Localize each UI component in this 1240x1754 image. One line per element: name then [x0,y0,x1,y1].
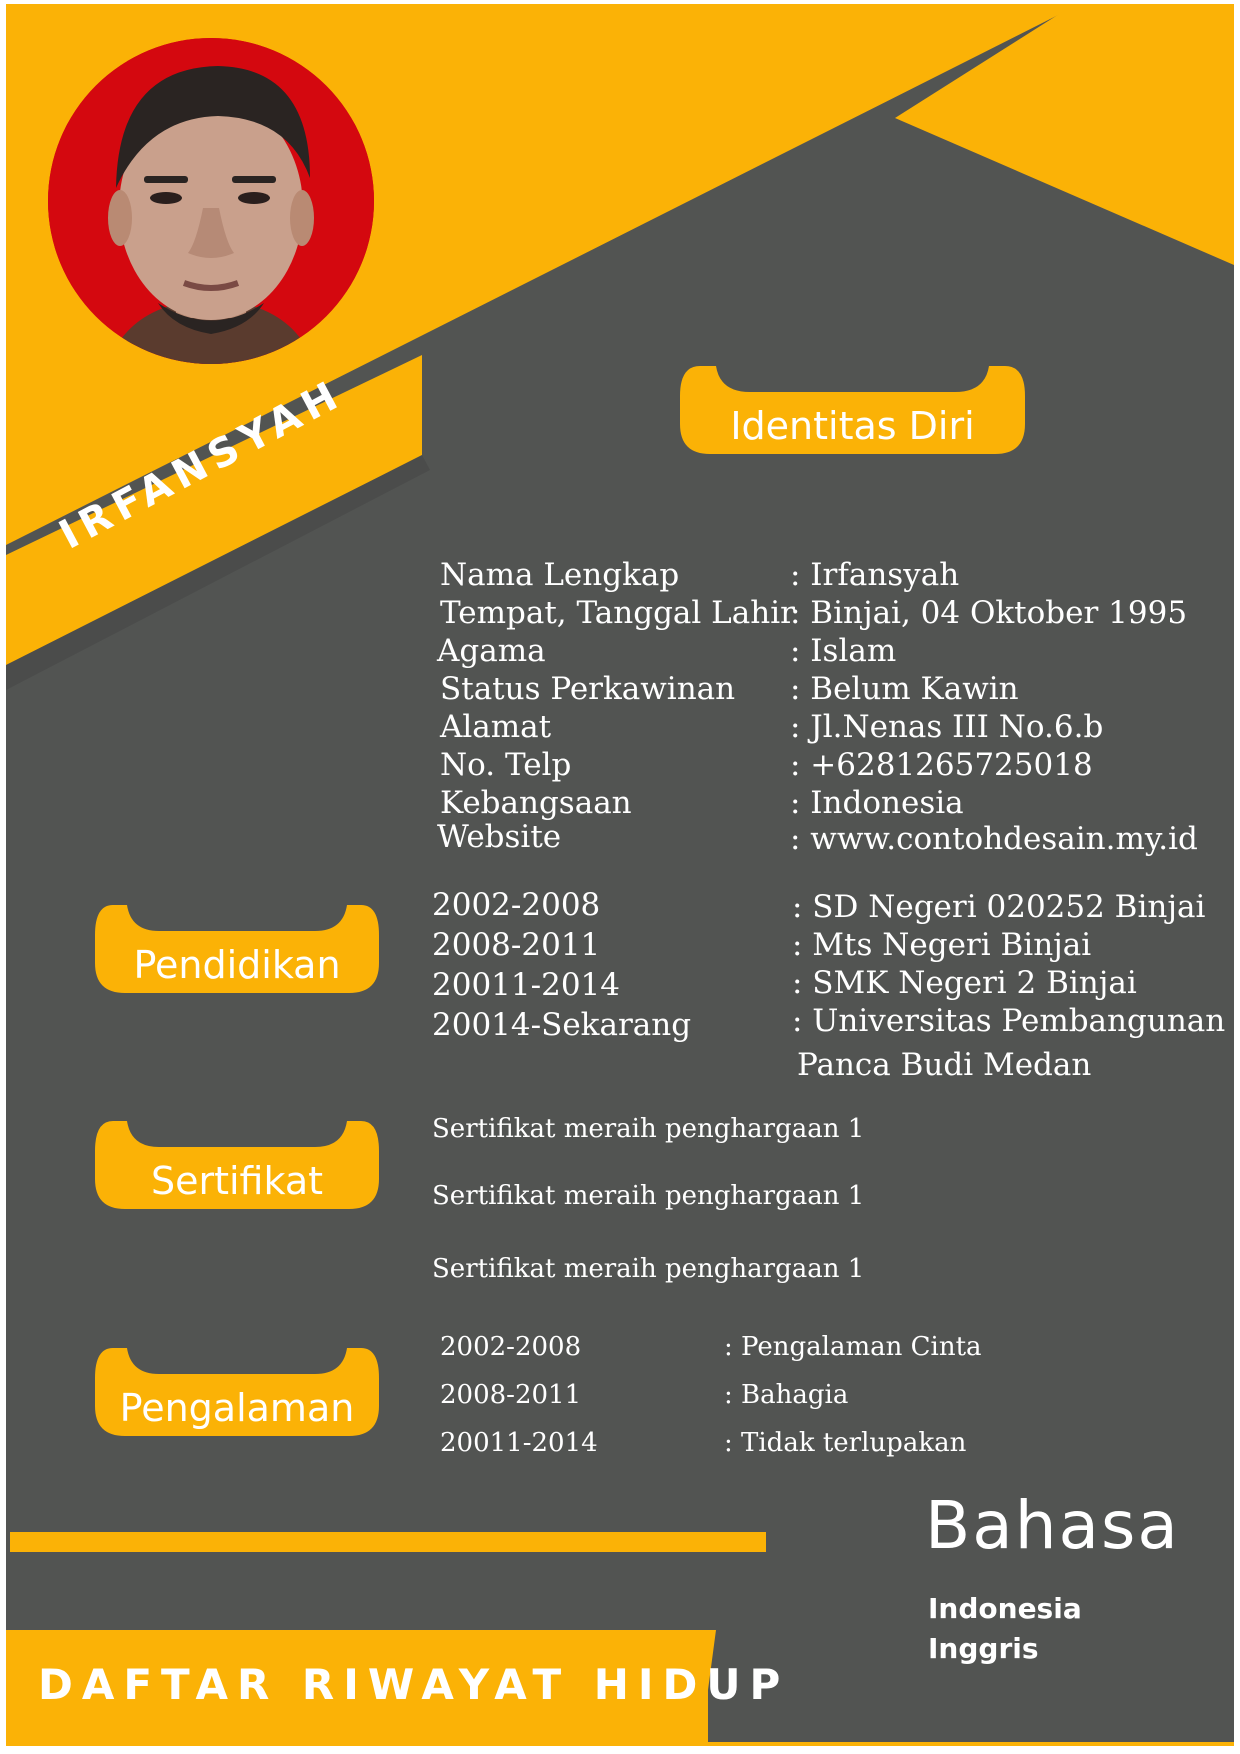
identity-label: Kebangsaan [440,785,632,821]
experience-desc: : Tidak terlupakan [724,1428,967,1458]
section-tab-sertifikat [95,1121,379,1209]
education-years: 2002-2008 [432,887,601,923]
identity-value: : Islam [790,633,897,669]
identity-label: Tempat, Tanggal Lahir [440,595,795,631]
experience-years: 2008-2011 [440,1380,582,1410]
section-title-sertifikat: Sertifikat [150,1159,324,1203]
education-years: 20011-2014 [432,967,620,1003]
identity-value: : Indonesia [790,785,964,821]
avatar-portrait-icon [48,38,374,364]
identity-value: : Belum Kawin [790,671,1019,707]
identity-label: No. Telp [440,747,572,783]
education-school: : SD Negeri 020252 Binjai [792,889,1206,925]
name-ribbon: IRFANSYAH [52,370,352,559]
language-item: Indonesia [928,1592,1082,1625]
identity-label: Agama [437,633,546,669]
identity-value: : Jl.Nenas III No.6.b [790,709,1104,745]
experience-desc: : Bahagia [724,1380,849,1410]
identity-value: : +6281265725018 [790,747,1093,783]
identity-value: : Irfansyah [790,557,960,593]
education-school: : SMK Negeri 2 Binjai [792,965,1137,1001]
education-years: 2008-2011 [432,927,601,963]
education-school: : Universitas Pembangunan [792,1003,1226,1039]
certificate-item: Sertifikat meraih penghargaan 1 [432,1254,865,1284]
footer-title: DAFTAR RIWAYAT HIDUP [38,1660,790,1709]
certificate-item: Sertifikat meraih penghargaan 1 [432,1114,865,1144]
section-tab-identitas [680,366,1025,454]
language-item: Inggris [928,1632,1039,1665]
section-title-pendidikan: Pendidikan [133,943,341,987]
education-school-continued: Panca Budi Medan [797,1047,1092,1083]
identity-label: Website [437,819,562,855]
section-title-pengalaman: Pengalaman [119,1386,355,1430]
education-school: : Mts Negeri Binjai [792,927,1092,963]
section-tab-pendidikan [95,905,379,993]
languages-title: Bahasa [925,1487,1180,1564]
identity-value: : Binjai, 04 Oktober 1995 [790,595,1188,631]
identity-label: Nama Lengkap [440,557,680,593]
identity-label: Alamat [440,709,552,745]
identity-label: Status Perkawinan [440,671,736,707]
profile-photo [48,38,374,364]
section-title-identitas: Identitas Diri [730,404,975,448]
experience-desc: : Pengalaman Cinta [724,1332,982,1362]
identity-value: : www.contohdesain.my.id [790,821,1198,857]
certificate-item: Sertifikat meraih penghargaan 1 [432,1181,865,1211]
experience-years: 20011-2014 [440,1428,598,1458]
education-years: 20014-Sekarang [432,1007,692,1043]
section-tab-pengalaman [95,1348,379,1436]
experience-years: 2002-2008 [440,1332,582,1362]
